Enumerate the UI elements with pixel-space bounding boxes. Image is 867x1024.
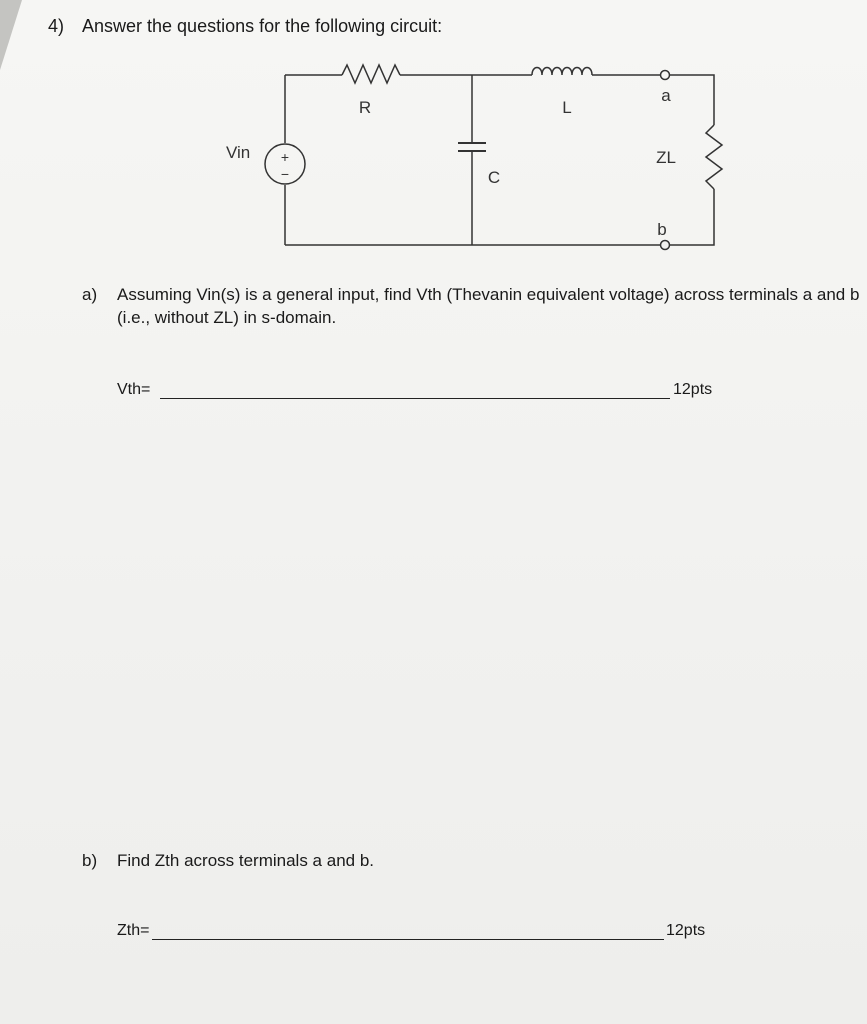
wire-load-to-b bbox=[670, 189, 714, 245]
zth-answer-line[interactable] bbox=[152, 939, 664, 940]
part-b-question: Find Zth across terminals a and b. bbox=[117, 851, 375, 870]
circuit-svg bbox=[210, 55, 730, 265]
source-label: Vin bbox=[226, 143, 251, 162]
zth-answer-label: Zth= bbox=[117, 922, 150, 939]
part-b-label: b) bbox=[82, 851, 98, 870]
question-title: Answer the questions for the following circuit: bbox=[82, 16, 443, 36]
vth-answer-line[interactable] bbox=[160, 398, 670, 399]
part-a-points: 12pts bbox=[673, 381, 713, 398]
terminal-b-node bbox=[661, 241, 670, 250]
terminal-a-label: a bbox=[661, 86, 671, 105]
page-corner-shadow bbox=[0, 0, 22, 70]
resistor-label: R bbox=[358, 98, 372, 117]
question-number: 4) bbox=[48, 16, 65, 36]
vth-answer-label: Vth= bbox=[117, 381, 151, 398]
load-label: ZL bbox=[656, 148, 676, 167]
part-a-question: Assuming Vin(s) is a general input, find Vth (Thevanin equivalent voltage) across terminals a and b (i.e., without ZL) in s-domain. bbox=[117, 285, 860, 327]
source-plus-sign: + bbox=[280, 149, 290, 165]
resistor-symbol bbox=[342, 65, 400, 83]
capacitor-label: C bbox=[487, 168, 501, 187]
part-b-points: 12pts bbox=[666, 922, 706, 939]
circuit-diagram bbox=[210, 55, 730, 265]
wire-a-to-load bbox=[670, 75, 714, 125]
inductor-label: L bbox=[562, 98, 572, 117]
inductor-symbol bbox=[532, 68, 592, 76]
part-a-label: a) bbox=[82, 285, 98, 304]
terminal-b-label: b bbox=[657, 220, 667, 239]
source-minus-sign: − bbox=[280, 166, 290, 182]
load-impedance-symbol bbox=[706, 125, 722, 189]
terminal-a-node bbox=[661, 71, 670, 80]
